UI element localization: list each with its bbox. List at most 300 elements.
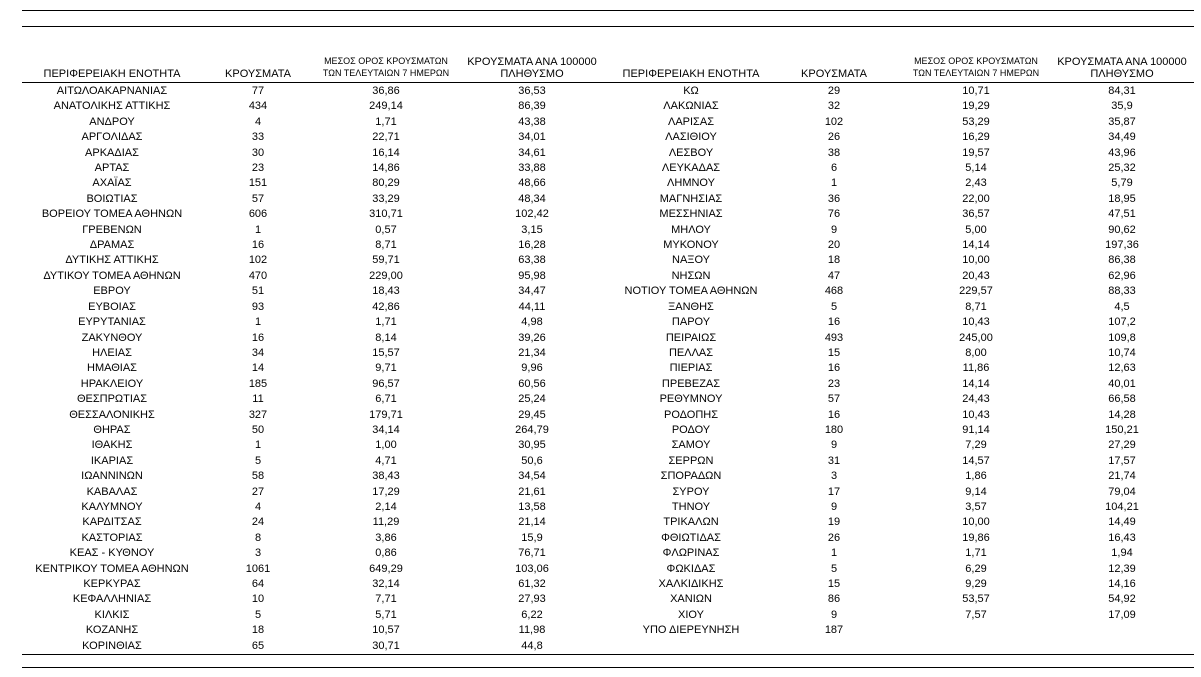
table-row xyxy=(616,99,1194,114)
avg7-cell: 3,57 xyxy=(965,500,987,513)
cases-cell: 606 xyxy=(248,208,268,221)
region-cell: ΒΟΙΩΤΙΑΣ xyxy=(86,192,138,205)
table-row xyxy=(22,577,606,592)
region-cell: ΕΥΡΥΤΑΝΙΑΣ xyxy=(78,316,146,329)
region-cell: ΠΕΛΛΑΣ xyxy=(668,346,714,359)
cases-cell: 18 xyxy=(827,254,841,267)
per100k-cell: 84,31 xyxy=(1108,85,1136,97)
per100k-cell: 6,22 xyxy=(521,608,543,621)
table-row xyxy=(616,115,1194,130)
avg7-cell: 11,86 xyxy=(962,362,990,375)
cases-cell: 4 xyxy=(254,500,262,513)
per100k-cell: 27,29 xyxy=(1108,439,1136,452)
cases-cell: 9 xyxy=(830,439,838,452)
region-cell: ΡΕΘΥΜΝΟΥ xyxy=(659,393,723,406)
region-cell: ΔΥΤΙΚΗΣ ΑΤΤΙΚΗΣ xyxy=(65,254,159,267)
per100k-cell: 104,21 xyxy=(1105,500,1139,513)
region-cell: ΖΑΚΥΝΘΟΥ xyxy=(81,331,143,344)
region-cell: ΡΟΔΟΠΗΣ xyxy=(663,408,719,421)
region-cell: ΣΑΜΟΥ xyxy=(671,439,711,452)
cases-cell: 5 xyxy=(254,454,262,467)
table-row xyxy=(22,361,606,376)
cases-cell: 16 xyxy=(827,408,841,421)
cases-cell: 31 xyxy=(827,454,841,467)
region-cell: ΑΡΚΑΔΙΑΣ xyxy=(85,146,139,159)
per100k-cell: 34,54 xyxy=(518,470,546,483)
avg7-cell: 22,71 xyxy=(372,131,400,144)
region-cell: ΚΕΝΤΡΙΚΟΥ ΤΟΜΕΑ ΑΘΗΝΩΝ xyxy=(35,562,189,575)
region-cell: ΜΥΚΟΝΟΥ xyxy=(663,239,719,252)
table-row xyxy=(22,346,606,361)
per100k-cell: 50,6 xyxy=(521,454,543,467)
header-avg7-line2: ΤΩΝ ΤΕΛΕΥΤΑΙΩΝ 7 ΗΜΕΡΩΝ xyxy=(322,68,450,78)
table-row xyxy=(616,331,1194,346)
cases-cell: 185 xyxy=(248,377,268,390)
avg7-cell: 96,57 xyxy=(372,377,400,390)
region-cell: ΣΥΡΟΥ xyxy=(672,485,710,498)
per100k-cell: 17,57 xyxy=(1108,454,1136,467)
per100k-cell: 10,74 xyxy=(1108,346,1136,359)
cases-cell: 470 xyxy=(248,269,268,282)
table-row xyxy=(616,592,1194,607)
cases-cell: 29 xyxy=(827,85,841,97)
table-row xyxy=(616,546,1194,561)
table-row xyxy=(616,176,1194,191)
cases-cell: 8 xyxy=(254,531,262,544)
table-row xyxy=(22,454,606,469)
per100k-cell: 102,42 xyxy=(515,208,549,221)
per100k-cell: 16,43 xyxy=(1108,531,1136,544)
per100k-cell: 43,96 xyxy=(1108,146,1136,159)
table-row xyxy=(616,192,1194,207)
table-row xyxy=(616,361,1194,376)
table-row xyxy=(616,469,1194,484)
table-row xyxy=(22,408,606,423)
region-cell: ΜΑΓΝΗΣΙΑΣ xyxy=(659,192,723,205)
per100k-cell: 21,61 xyxy=(518,485,546,498)
per100k-cell: 35,9 xyxy=(1111,100,1133,113)
region-cell: ΣΕΡΡΩΝ xyxy=(668,454,714,467)
table-row xyxy=(22,253,606,268)
per100k-cell: 66,58 xyxy=(1108,393,1136,406)
table-row xyxy=(22,84,606,99)
per100k-cell: 21,14 xyxy=(518,516,546,529)
per100k-cell: 5,79 xyxy=(1111,177,1133,190)
cases-cell: 77 xyxy=(251,85,265,97)
region-cell: ΛΕΥΚΑΔΑΣ xyxy=(661,162,721,175)
region-cell: ΜΕΣΣΗΝΙΑΣ xyxy=(659,208,723,221)
table-row xyxy=(22,99,606,114)
avg7-cell: 17,29 xyxy=(372,485,400,498)
table-row xyxy=(22,423,606,438)
per100k-cell: 86,38 xyxy=(1108,254,1136,267)
header-avg7-line1: ΜΕΣΟΣ ΟΡΟΣ ΚΡΟΥΣΜΑΤΩΝ xyxy=(324,56,448,66)
cases-cell: 76 xyxy=(827,208,841,221)
region-cell: ΛΑΣΙΘΙΟΥ xyxy=(665,131,717,144)
table-row xyxy=(616,392,1194,407)
avg7-cell: 229,00 xyxy=(369,269,403,282)
region-cell: ΚΟΡΙΝΘΙΑΣ xyxy=(82,639,142,652)
per100k-cell: 34,01 xyxy=(518,131,546,144)
cases-cell: 493 xyxy=(824,331,844,344)
table-row xyxy=(22,315,606,330)
region-cell: ΘΕΣΣΑΛΟΝΙΚΗΣ xyxy=(69,408,155,421)
per100k-cell: 27,93 xyxy=(518,593,546,606)
region-cell: ΔΡΑΜΑΣ xyxy=(89,239,135,252)
table-row xyxy=(22,130,606,145)
per100k-cell: 21,34 xyxy=(518,346,546,359)
avg7-cell: 20,43 xyxy=(962,269,990,282)
per100k-cell: 61,32 xyxy=(518,578,546,590)
table-row xyxy=(616,577,1194,592)
avg7-cell: 5,14 xyxy=(965,162,987,175)
cases-cell: 26 xyxy=(827,131,841,144)
per100k-cell: 34,49 xyxy=(1108,131,1136,144)
cases-cell: 5 xyxy=(830,300,838,313)
avg7-cell: 229,57 xyxy=(959,285,993,298)
region-cell: ΘΕΣΠΡΩΤΙΑΣ xyxy=(76,393,148,406)
region-cell: ΙΚΑΡΙΑΣ xyxy=(90,454,134,467)
avg7-cell: 1,86 xyxy=(965,470,987,483)
region-cell: ΑΡΤΑΣ xyxy=(94,162,130,175)
table-row xyxy=(616,562,1194,577)
cases-cell: 16 xyxy=(251,239,265,252)
table-row xyxy=(22,562,606,577)
region-cell: ΦΘΙΩΤΙΔΑΣ xyxy=(661,531,721,544)
table-row xyxy=(22,238,606,253)
avg7-cell: 19,57 xyxy=(962,146,990,159)
region-cell: ΘΗΡΑΣ xyxy=(93,423,131,436)
cases-cell: 93 xyxy=(251,300,265,313)
table-row xyxy=(22,161,606,176)
header-avg7-line2: ΤΩΝ ΤΕΛΕΥΤΑΙΩΝ 7 ΗΜΕΡΩΝ xyxy=(912,68,1040,78)
avg7-cell: 5,00 xyxy=(965,223,987,236)
table-row xyxy=(616,146,1194,161)
table-row xyxy=(22,192,606,207)
cases-cell: 180 xyxy=(824,423,844,436)
region-cell: ΚΑΣΤΟΡΙΑΣ xyxy=(81,531,143,544)
table-row xyxy=(22,438,606,453)
cases-cell: 23 xyxy=(827,377,841,390)
header-per100k-left xyxy=(458,56,606,80)
cases-cell: 102 xyxy=(248,254,268,267)
per100k-cell: 40,01 xyxy=(1108,377,1136,390)
avg7-cell: 22,00 xyxy=(962,192,990,205)
per100k-cell: 95,98 xyxy=(518,269,546,282)
per100k-cell: 4,5 xyxy=(1114,300,1130,313)
avg7-cell: 53,29 xyxy=(962,115,990,128)
avg7-cell: 91,14 xyxy=(962,423,990,436)
region-cell: ΛΑΚΩΝΙΑΣ xyxy=(663,100,719,113)
table-row xyxy=(616,315,1194,330)
region-cell: ΦΩΚΙΔΑΣ xyxy=(666,562,716,575)
avg7-cell: 19,29 xyxy=(962,100,990,113)
avg7-cell: 10,00 xyxy=(962,254,990,267)
cases-cell: 151 xyxy=(248,177,268,190)
cases-cell: 16 xyxy=(827,316,841,329)
region-cell: ΝΟΤΙΟΥ ΤΟΜΕΑ ΑΘΗΝΩΝ xyxy=(624,285,758,298)
per100k-cell: 33,88 xyxy=(518,162,546,175)
table-row xyxy=(616,84,1194,99)
cases-table-left xyxy=(22,84,606,654)
per100k-cell: 109,8 xyxy=(1108,331,1136,344)
cases-cell: 57 xyxy=(827,393,841,406)
table-row xyxy=(616,500,1194,515)
table-row xyxy=(616,223,1194,238)
table-row xyxy=(22,531,606,546)
cases-cell: 27 xyxy=(251,485,265,498)
per100k-cell: 12,63 xyxy=(1108,362,1136,375)
avg7-cell: 33,29 xyxy=(372,192,400,205)
cases-cell: 19 xyxy=(827,516,841,529)
avg7-cell: 245,00 xyxy=(959,331,993,344)
region-cell: ΕΥΒΟΙΑΣ xyxy=(88,300,136,313)
table-row xyxy=(616,454,1194,469)
cases-cell: 64 xyxy=(251,578,265,590)
cases-cell: 16 xyxy=(251,331,265,344)
avg7-cell: 179,71 xyxy=(369,408,403,421)
cases-cell: 434 xyxy=(248,100,268,113)
cases-cell: 1 xyxy=(830,547,838,560)
avg7-cell: 34,14 xyxy=(372,423,400,436)
per100k-cell: 107,2 xyxy=(1108,316,1136,329)
cases-cell: 47 xyxy=(827,269,841,282)
avg7-cell: 10,57 xyxy=(372,624,400,637)
table-row xyxy=(22,300,606,315)
avg7-cell: 8,00 xyxy=(965,346,987,359)
cases-cell: 1 xyxy=(254,223,262,236)
avg7-cell: 59,71 xyxy=(372,254,400,267)
region-cell: ΛΑΡΙΣΑΣ xyxy=(667,115,714,128)
region-cell: ΙΩΑΝΝΙΝΩΝ xyxy=(81,470,143,483)
per100k-cell: 14,49 xyxy=(1108,516,1136,529)
region-cell: ΕΒΡΟΥ xyxy=(93,285,131,298)
per100k-cell: 63,38 xyxy=(518,254,546,267)
per100k-cell: 29,45 xyxy=(518,408,546,421)
region-cell: ΧΑΛΚΙΔΙΚΗΣ xyxy=(658,578,724,590)
cases-cell: 15 xyxy=(827,578,841,590)
table-row xyxy=(616,623,1194,638)
region-cell: ΞΑΝΘΗΣ xyxy=(668,300,714,313)
top-rule xyxy=(22,10,1194,11)
per100k-cell: 34,61 xyxy=(518,146,546,159)
region-cell: ΚΕΑΣ - ΚΥΘΝΟΥ xyxy=(69,547,155,560)
region-cell: ΥΠΟ ΔΙΕΡΕΥΝΗΣΗ xyxy=(642,624,740,637)
header-region-left: ΠΕΡΙΦΕΡΕΙΑΚΗ ΕΝΟΤΗΤΑ xyxy=(43,68,181,80)
region-cell: ΗΜΑΘΙΑΣ xyxy=(87,362,137,375)
cases-cell: 20 xyxy=(827,239,841,252)
region-cell: ΑΝΑΤΟΛΙΚΗΣ ΑΤΤΙΚΗΣ xyxy=(53,100,171,113)
avg7-cell: 14,86 xyxy=(372,162,400,175)
per100k-cell: 18,95 xyxy=(1108,192,1136,205)
avg7-cell: 7,29 xyxy=(965,439,987,452)
table-row xyxy=(616,284,1194,299)
cases-table-right xyxy=(616,84,1194,639)
region-cell: ΤΗΝΟΥ xyxy=(671,500,711,513)
per100k-cell: 15,9 xyxy=(521,531,543,544)
cases-cell: 187 xyxy=(824,624,844,637)
per100k-cell: 25,32 xyxy=(1108,162,1136,175)
table-row xyxy=(616,207,1194,222)
per100k-cell: 44,11 xyxy=(518,300,546,313)
avg7-cell: 3,86 xyxy=(375,531,397,544)
avg7-cell: 8,71 xyxy=(375,239,397,252)
per100k-cell: 16,28 xyxy=(518,239,546,252)
cases-cell: 58 xyxy=(251,470,265,483)
per100k-cell: 3,15 xyxy=(521,223,543,236)
cases-cell: 3 xyxy=(254,547,262,560)
region-cell: ΚΑΒΑΛΑΣ xyxy=(86,485,138,498)
header-per100k-line2: ΠΛΗΘΥΣΜΟ xyxy=(1090,68,1154,80)
cases-cell: 1061 xyxy=(245,562,271,575)
region-cell: ΦΛΩΡΙΝΑΣ xyxy=(662,547,720,560)
per100k-cell: 197,36 xyxy=(1105,239,1139,252)
region-cell: ΠΡΕΒΕΖΑΣ xyxy=(661,377,721,390)
region-cell: ΗΛΕΙΑΣ xyxy=(92,346,132,359)
table-row xyxy=(616,423,1194,438)
region-cell: ΚΑΡΔΙΤΣΑΣ xyxy=(82,516,142,529)
region-cell: ΒΟΡΕΙΟΥ ΤΟΜΕΑ ΑΘΗΝΩΝ xyxy=(41,208,183,221)
cases-cell: 1 xyxy=(254,439,262,452)
region-cell: ΜΗΛΟΥ xyxy=(671,223,711,236)
avg7-cell: 2,14 xyxy=(375,500,397,513)
table-row xyxy=(616,377,1194,392)
table-row xyxy=(22,392,606,407)
header-per100k-right xyxy=(1050,56,1194,80)
avg7-cell: 15,57 xyxy=(372,346,400,359)
table-row xyxy=(22,269,606,284)
avg7-cell: 30,71 xyxy=(372,639,400,652)
avg7-cell: 4,71 xyxy=(375,454,397,467)
per100k-cell: 54,92 xyxy=(1108,593,1136,606)
avg7-cell: 9,29 xyxy=(965,578,987,590)
table-row xyxy=(22,639,606,654)
avg7-cell: 10,71 xyxy=(962,85,990,97)
avg7-cell: 42,86 xyxy=(372,300,400,313)
region-cell: ΛΕΣΒΟΥ xyxy=(668,146,714,159)
cases-cell: 30 xyxy=(251,146,265,159)
avg7-cell: 0,57 xyxy=(375,223,397,236)
per100k-cell: 39,26 xyxy=(518,331,546,344)
table-row xyxy=(22,592,606,607)
table-row xyxy=(22,515,606,530)
avg7-cell: 8,71 xyxy=(965,300,987,313)
avg7-cell: 2,43 xyxy=(965,177,987,190)
cases-cell: 6 xyxy=(830,162,838,175)
cases-cell: 327 xyxy=(248,408,268,421)
avg7-cell: 19,86 xyxy=(962,531,990,544)
table-row xyxy=(22,500,606,515)
avg7-cell: 9,14 xyxy=(965,485,987,498)
avg7-cell: 10,43 xyxy=(962,316,990,329)
cases-cell: 17 xyxy=(827,485,841,498)
per100k-cell: 14,16 xyxy=(1108,578,1136,590)
region-cell: ΚΙΛΚΙΣ xyxy=(94,608,130,621)
per100k-cell: 9,96 xyxy=(521,362,543,375)
cases-cell: 51 xyxy=(251,285,265,298)
region-cell: ΚΕΦΑΛΛΗΝΙΑΣ xyxy=(72,593,152,606)
cases-cell: 102 xyxy=(824,115,844,128)
avg7-cell: 249,14 xyxy=(369,100,403,113)
cases-cell: 38 xyxy=(827,146,841,159)
table-row xyxy=(616,300,1194,315)
cases-cell: 32 xyxy=(827,100,841,113)
region-cell: ΧΙΟΥ xyxy=(678,608,704,621)
per100k-cell: 25,24 xyxy=(518,393,546,406)
per100k-cell: 1,94 xyxy=(1111,547,1133,560)
table-row xyxy=(22,546,606,561)
region-cell: ΣΠΟΡΑΔΩΝ xyxy=(660,470,722,483)
region-cell: ΑΙΤΩΛΟΑΚΑΡΝΑΝΙΑΣ xyxy=(56,85,168,97)
region-cell: ΑΝΔΡΟΥ xyxy=(89,115,135,128)
avg7-cell: 14,14 xyxy=(962,377,990,390)
region-cell: ΤΡΙΚΑΛΩΝ xyxy=(663,516,719,529)
per100k-cell: 12,39 xyxy=(1108,562,1136,575)
avg7-cell: 18,43 xyxy=(372,285,400,298)
avg7-cell: 1,00 xyxy=(375,439,397,452)
bottom-rule-upper xyxy=(22,654,1194,655)
avg7-cell: 8,14 xyxy=(375,331,397,344)
per100k-cell: 90,62 xyxy=(1108,223,1136,236)
header-top-rule xyxy=(22,26,1194,27)
table-row xyxy=(616,438,1194,453)
cases-cell: 9 xyxy=(830,608,838,621)
header-per100k-line1: ΚΡΟΥΣΜΑΤΑ ΑΝΑ 100000 xyxy=(1057,56,1187,68)
header-per100k-line1: ΚΡΟΥΣΜΑΤΑ ΑΝΑ 100000 xyxy=(467,56,597,68)
cases-cell: 16 xyxy=(827,362,841,375)
per100k-cell xyxy=(1050,623,1194,638)
avg7-cell: 80,29 xyxy=(372,177,400,190)
avg7-cell: 1,71 xyxy=(375,115,397,128)
per100k-cell: 48,34 xyxy=(518,192,546,205)
cases-cell: 24 xyxy=(251,516,265,529)
cases-cell: 11 xyxy=(252,393,264,406)
region-cell: ΠΕΙΡΑΙΩΣ xyxy=(665,331,717,344)
table-row xyxy=(616,130,1194,145)
per100k-cell: 76,71 xyxy=(518,547,546,560)
table-row xyxy=(22,115,606,130)
table-row xyxy=(616,346,1194,361)
table-row xyxy=(616,515,1194,530)
avg7-cell: 7,57 xyxy=(965,608,987,621)
avg7-cell: 10,00 xyxy=(962,516,990,529)
table-row xyxy=(22,623,606,638)
per100k-cell: 14,28 xyxy=(1108,408,1136,421)
region-cell: ΑΡΓΟΛΙΔΑΣ xyxy=(81,131,143,144)
per100k-cell: 103,06 xyxy=(515,562,549,575)
avg7-cell: 32,14 xyxy=(372,578,400,590)
avg7-cell: 38,43 xyxy=(372,470,400,483)
per100k-cell: 30,95 xyxy=(518,439,546,452)
per100k-cell: 44,8 xyxy=(521,639,543,652)
per100k-cell: 62,96 xyxy=(1108,269,1136,282)
avg7-cell: 14,57 xyxy=(962,454,990,467)
cases-cell: 14 xyxy=(251,362,265,375)
per100k-cell: 60,56 xyxy=(518,377,546,390)
region-cell: ΙΘΑΚΗΣ xyxy=(91,439,133,452)
region-cell: ΚΩ xyxy=(683,85,699,97)
header-avg7-line1: ΜΕΣΟΣ ΟΡΟΣ ΚΡΟΥΣΜΑΤΩΝ xyxy=(914,56,1038,66)
cases-cell: 23 xyxy=(251,162,265,175)
avg7-cell: 7,71 xyxy=(375,593,397,606)
header-avg7-left xyxy=(314,55,458,79)
cases-cell: 57 xyxy=(251,192,265,205)
table-row xyxy=(22,331,606,346)
region-cell: ΑΧΑΪΑΣ xyxy=(92,177,132,190)
header-cases-left: ΚΡΟΥΣΜΑΤΑ xyxy=(225,68,291,80)
region-cell: ΔΥΤΙΚΟΥ ΤΟΜΕΑ ΑΘΗΝΩΝ xyxy=(43,269,181,282)
avg7-cell: 53,57 xyxy=(962,593,990,606)
